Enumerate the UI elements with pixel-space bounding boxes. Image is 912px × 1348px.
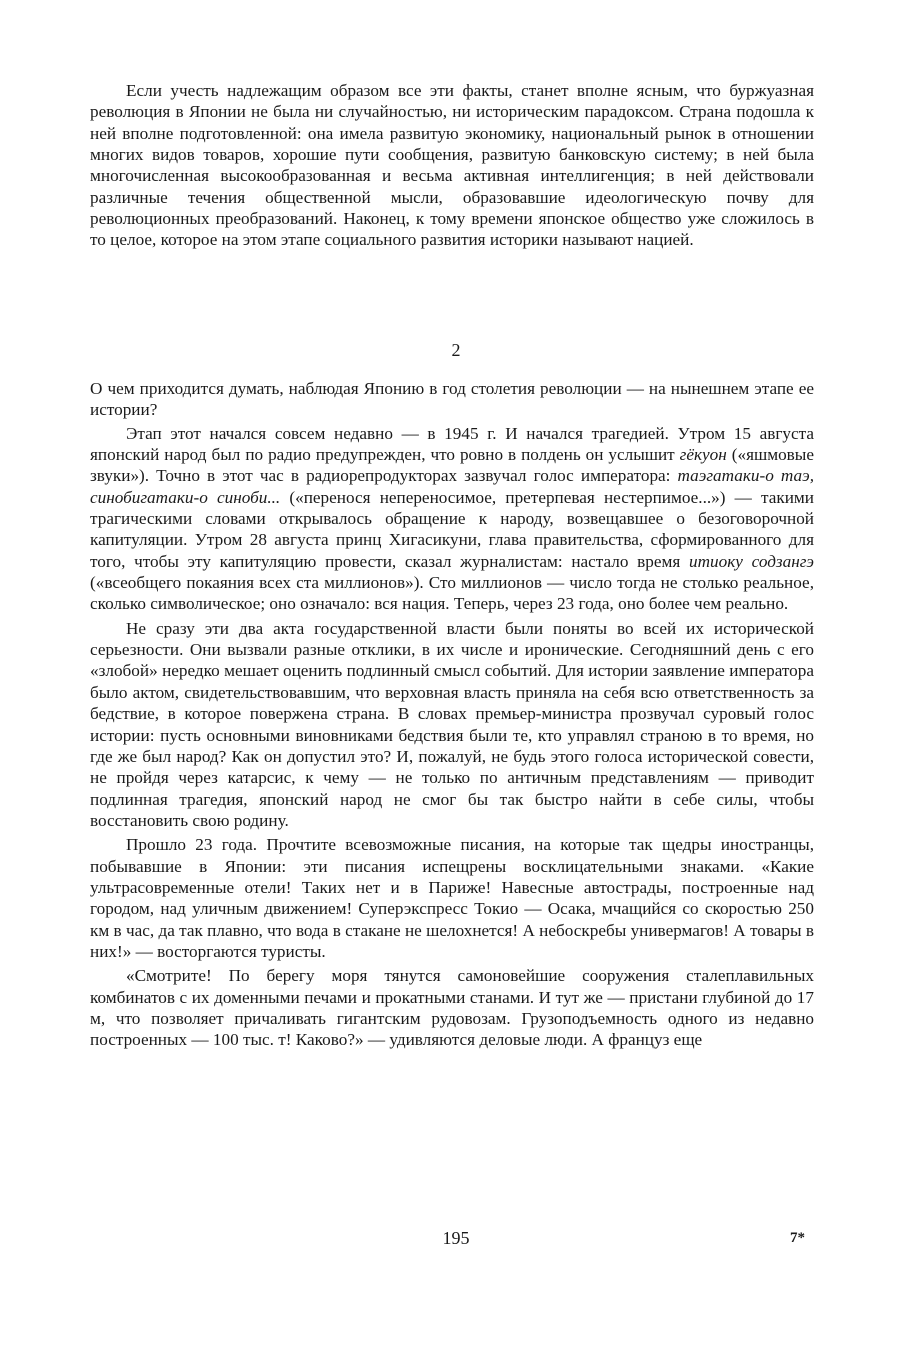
italic-term: итиоку содзангэ (689, 551, 815, 571)
paragraph: Этап этот начался совсем недавно — в 1945 г. И начался трагедией. Утром 15 августа японский народ был по радио предупрежден, что ровно в полдень он услышит гёкуон («яшмовые звуки»). Точно в этот час в радиорепродукторах зазвучал голос императора: таэгатаки-о таэ, синобигатаки-о синоби... («перенося непереносимое, претерпевая нестерпимое...») — такими трагическими словами открывалось обращение к народу, возвещавшее о безоговорочной капитуляции. Утром 28 августа принц Хигасикуни, глава правительства, сформированного для того, чтобы эту капитуляцию провести, сказал журналистам: настало время итиоку содзангэ («всеобщего покаяния всех ста миллионов»). Сто миллионов — число тогда не столько реальное, сколько символическое; оно означало: вся нация. Теперь, через 23 года, оно более чем реально. (90, 423, 815, 614)
section-number: 2 (451, 340, 461, 360)
italic-term: гёкуон (679, 445, 727, 465)
page-number: 195 (442, 1228, 470, 1248)
paragraph: О чем приходится думать, наблюдая Японию в год столетия революции — на нынешнем этапе ее истории? (90, 379, 814, 420)
paragraph: Не сразу эти два акта государственной власти были поняты во всей их исторической серьезности. Они вызвали разные отклики, в их числе и иронические. Сегодняшний день с его «злобой» нередко мешает оценить подлинный смысл событий. Для истории заявление императора было актом, свидетельствовавшим, что верховная власть приняла на себя всю ответственность за бедствие, в которое повержена страна. В словах премьер-министра прозвучал суровый голос истории: пусть основными виновниками бедствия были те, кто управлял страною в то время, но где же был народ? Как он допустил это? И, пожалуй, не будь этого голоса исторической совести, не пройдя через катарсис, к чему — не только по античным представлениям — приводит подлинная трагедия, японский народ не смог бы так быстро найти в себе силы, чтобы восстановить свою родину. (90, 618, 814, 830)
paragraph: «Смотрите! По берегу моря тянутся самоновейшие сооружения сталеплавильных комбинатов с их доменными печами и прокатными станами. И тут же — пристани глубиной до 17 м, что позволяет причаливать гигантским рудовозам. Грузоподъемность одного из недавно построенных — 100 тыс. т! Каково?» — удивляются деловые люди. А француз еще (90, 966, 814, 1050)
printer-signature-mark: 7* (790, 1230, 805, 1246)
paragraph-block-1 (90, 80, 814, 251)
italic-term: таэгатаки-о таэ, синобигатаки-о синоби... (90, 466, 814, 507)
paragraph-block-2 (90, 378, 814, 1051)
paragraph: Прошло 23 года. Прочтите всевозможные писания, на которые так щедры иностранцы, побывавшие в Японии: эти писания испещрены восклицательными знаками. «Какие ультрасовременные отели! Таких нет и в Париже! Навесные автострады, построенные над городом, над уличным движением! Суперэкспресс Токио — Осака, мчащийся со скоростью 250 км в час, да так плавно, что вода в стакане не шелохнется! А небоскребы универмагов! А товары в них!» — восторгаются туристы. (90, 835, 814, 961)
paragraph: Если учесть надлежащим образом все эти факты, станет вполне ясным, что буржуазная революция в Японии не была ни случайностью, ни историческим парадоксом. Страна подошла к ней вполне подготовленной: она имела развитую экономику, национальный рынок в отношении многих видов товаров, хорошие пути сообщения, развитую банковскую систему; в ней была многочисленная высокообразованная и весьма активная интеллигенция; в ней действовали различные течения общественной мысли, образовавшие идеологическую почву для революционных преобразований. Наконец, к тому времени японское общество уже сложилось в то целое, которое на этом этапе социального развития историки называют нацией. (90, 81, 814, 250)
